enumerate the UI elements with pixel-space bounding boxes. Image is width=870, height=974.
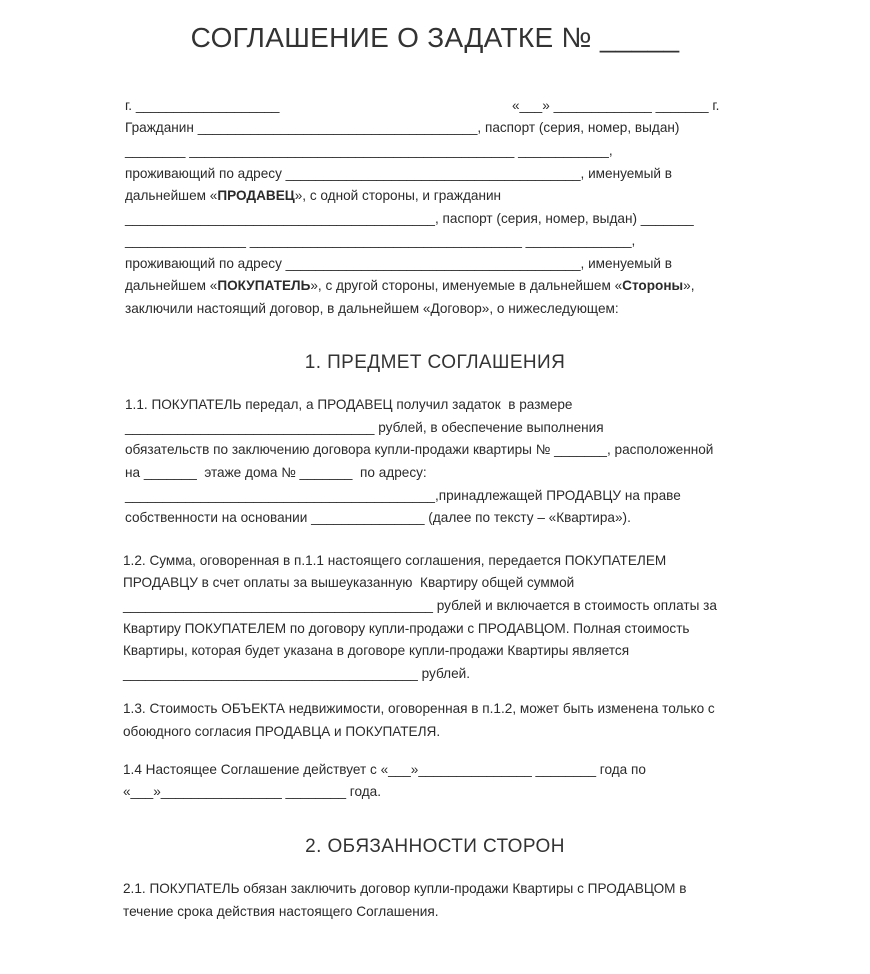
p2-1-line-2: течение срока действия настоящего Соглашения. (123, 904, 439, 919)
p1-1-line-3: обязательств по заключению договора купли-продажи квартиры № _______, расположенной (125, 442, 714, 457)
header-line-3: ________ ___________________________________________ ____________, (125, 143, 613, 158)
seller-label: ПРОДАВЕЦ (217, 188, 295, 203)
p1-2-line-6: _______________________________________ рублей. (123, 666, 471, 681)
buyer-mid: », с другой стороны, именуемые в дальнейшем « (310, 278, 623, 293)
p1-3-line-1: 1.3. Стоимость ОБЪЕКТА недвижимости, оговоренная в п.1.2, может быть изменена только с (123, 701, 715, 716)
p1-1-line-6: собственности на основании _______________ (далее по тексту – «Квартира»). (125, 510, 631, 525)
buyer-label: ПОКУПАТЕЛЬ (217, 278, 311, 293)
section-1-heading: 1. ПРЕДМЕТ СОГЛАШЕНИЯ (304, 352, 566, 373)
p1-1-line-1: 1.1. ПОКУПАТЕЛЬ передал, а ПРОДАВЕЦ получил задаток в размере (125, 397, 573, 412)
p1-2-line-4: Квартиру ПОКУПАТЕЛЕМ по договору купли-продажи с ПРОДАВЦОМ. Полная стоимость (123, 621, 690, 636)
document-title: СОГЛАШЕНИЕ О ЗАДАТКЕ № _____ (190, 22, 680, 53)
p1-2-line-1: 1.2. Сумма, оговоренная в п.1.1 настоящего соглашения, передается ПОКУПАТЕЛЕМ (123, 553, 667, 568)
p1-1-line-4: на _______ этаже дома № _______ по адресу: (125, 465, 427, 480)
city-line: г. ___________________ (125, 98, 280, 113)
section-2-heading: 2. ОБЯЗАННОСТИ СТОРОН (305, 836, 565, 857)
p1-2-line-3: _________________________________________ рублей и включается в стоимость оплаты за (123, 598, 717, 613)
header-line-7: ________________ ____________________________________ ______________, (125, 233, 636, 248)
header-line-10: заключили настоящий договор, в дальнейшем «Договор», о нижеследующем: (125, 301, 619, 316)
header-line-4: проживающий по адресу _______________________________________, именуемый в (125, 166, 672, 181)
header-line-6: _________________________________________, паспорт (серия, номер, выдан) _______ (125, 211, 694, 226)
seller-post: », с одной стороны, и гражданин (294, 188, 502, 203)
p1-3-line-2: обоюдного согласия ПРОДАВЦА и ПОКУПАТЕЛЯ. (123, 724, 441, 739)
header-line-2: Гражданин _____________________________________, паспорт (серия, номер, выдан) (125, 120, 680, 135)
date-line: «___» _____________ _______ г. (512, 98, 720, 113)
p1-1-line-5: _________________________________________,принадлежащей ПРОДАВЦУ на праве (125, 488, 681, 503)
p2-1-line-1: 2.1. ПОКУПАТЕЛЬ обязан заключить договор купли-продажи Квартиры с ПРОДАВЦОМ в (123, 881, 687, 896)
p1-1-line-2: _________________________________ рублей, в обеспечение выполнения (125, 420, 604, 435)
p1-4-line-2: «___»________________ ________ года. (123, 784, 381, 799)
p1-4-line-1: 1.4 Настоящее Соглашение действует с «___»_______________ ________ года по (123, 762, 646, 777)
buyer-pre: дальнейшем « (125, 278, 218, 293)
header-line-8: проживающий по адресу _______________________________________, именуемый в (125, 256, 672, 271)
header-line-5 (125, 188, 501, 204)
seller-pre: дальнейшем « (125, 188, 218, 203)
p1-2-line-2: ПРОДАВЦУ в счет оплаты за вышеуказанную Квартиру общей суммой (123, 575, 575, 590)
buyer-post: », (683, 278, 695, 293)
parties-label: Стороны (622, 278, 684, 293)
p1-2-line-5: Квартиры, которая будет указана в договоре купли-продажи Квартиры является (123, 643, 630, 658)
header-line-9 (125, 278, 695, 294)
